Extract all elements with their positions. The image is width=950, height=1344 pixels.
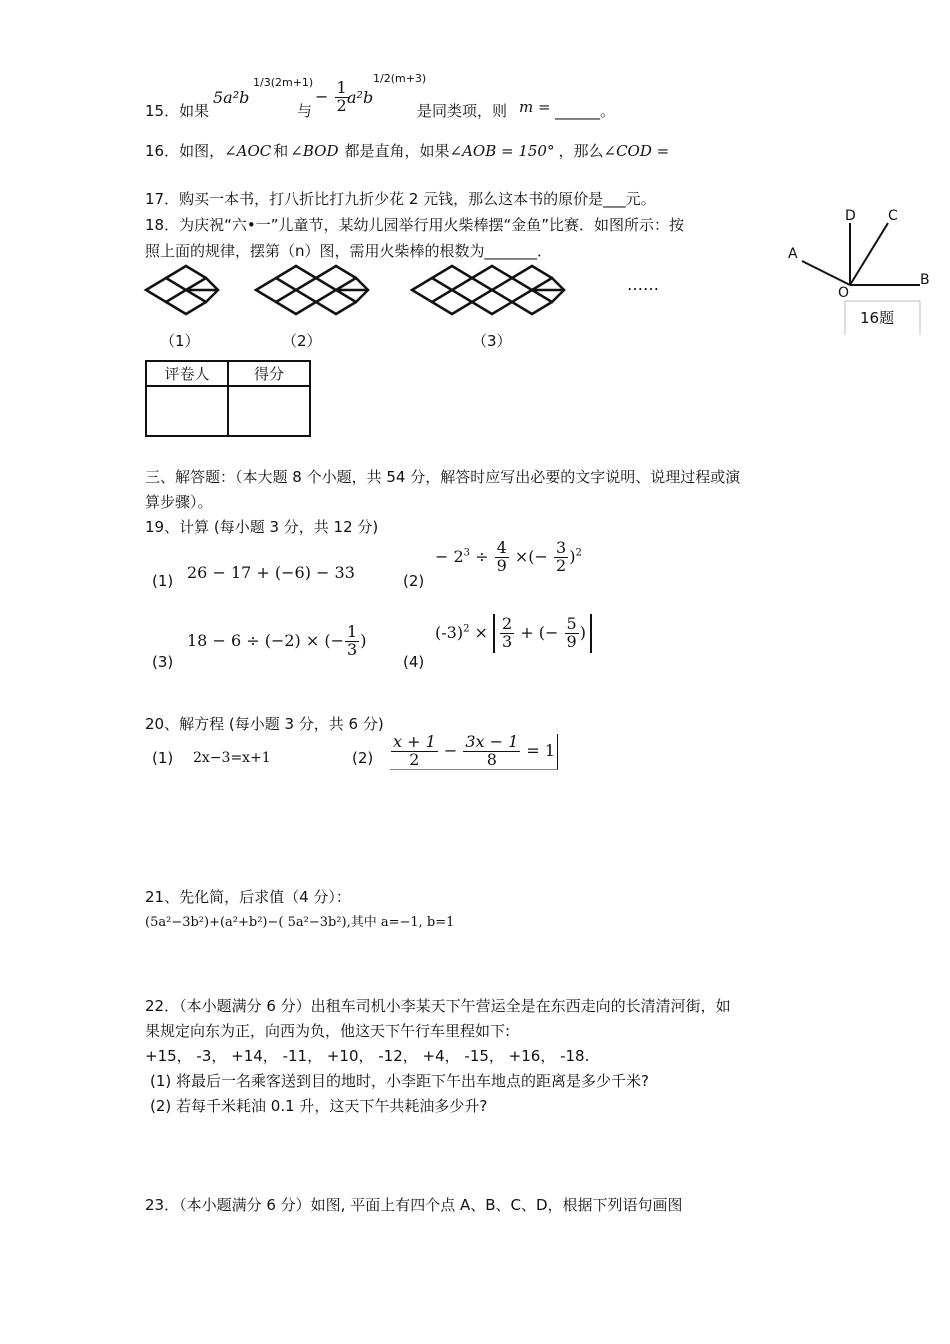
- q22-line2: 果规定向东为正，向西为负，他这天下午行车里程如下:: [145, 1022, 511, 1040]
- q15-number: 15．如果: [145, 102, 210, 120]
- score-table: [145, 360, 311, 437]
- q16-mid: 都是直角，如果: [344, 142, 450, 160]
- fish-2: [256, 266, 368, 314]
- q15-tail: 是同类项，则: [417, 102, 508, 120]
- fish-label-3: （3）: [472, 332, 512, 350]
- q15-with: 与: [297, 102, 313, 120]
- fig16-label-o: O: [838, 285, 850, 301]
- q16-and: 和: [273, 142, 289, 160]
- ray-oa: [802, 261, 850, 285]
- q22-sub1: (1) 将最后一名乘客送到目的地时，小李距下午出车地点的距离是多少千米?: [150, 1072, 649, 1090]
- fish-label-1: （1）: [160, 332, 200, 350]
- q16-line: [145, 140, 669, 161]
- score-cell-grader: [146, 386, 228, 436]
- q20-p2: (2): [352, 749, 374, 767]
- q16-aoc: ∠AOC: [224, 142, 272, 160]
- q19-expr3: 18 − 6 ÷ (−2) × (− $\frac{1}{3}$ ): [187, 622, 367, 659]
- q21-expr: (5a²−3b²)+(a²+b²)−( 5a²−3b²),其中 a=−1, b=1: [145, 915, 455, 930]
- fig16-label-c: C: [888, 208, 898, 224]
- section3-line1: 三、解答题：（本大题 8 个小题，共 54 分，解答时应写出必要的文字说明、说理过程或演: [145, 468, 741, 486]
- score-header-grader: 评卷人: [146, 361, 228, 386]
- fig16-caption: 16题: [860, 309, 895, 327]
- score-cell-score: [228, 386, 310, 436]
- q19-expr1: 26 − 17 + (−6) − 33: [187, 563, 355, 582]
- q16-then: ，那么: [558, 142, 604, 160]
- q22-sub2: (2) 若每千米耗油 0.1 升，这天下午共耗油多少升?: [150, 1097, 488, 1115]
- q18-line1: 18．为庆祝“六•一”儿童节，某幼儿园举行用火柴棒摆“金鱼”比赛．如图所示：按: [145, 216, 685, 234]
- q15-expr1: 5a²b: [213, 88, 250, 107]
- fig16-label-d: D: [845, 208, 856, 224]
- q19-expr4: $(-3)^2$ × $\frac{2}{3}$ + (− $\frac{5}{9}$ ): [435, 614, 592, 653]
- fig16-label-a: A: [788, 246, 798, 262]
- q19-title: 19、计算 (每小题 3 分，共 12 分): [145, 518, 379, 536]
- q23-line: 23．（本小题满分 6 分）如图, 平面上有四个点 A、B、C、D，根据下列语句画图: [145, 1196, 683, 1214]
- q15-expr2: a²b: [347, 88, 374, 107]
- q18-line2: 照上面的规律，摆第（n）图，需用火柴棒的根数为_______．: [145, 242, 553, 260]
- q15-exp1: 1/3(2m+1): [253, 76, 314, 89]
- fig16-label-b: B: [920, 272, 930, 288]
- q19-p4: (4): [403, 653, 425, 671]
- q15-m: m =: [519, 98, 551, 116]
- q19-p3: (3): [152, 653, 174, 671]
- q22-line1: 22．（本小题满分 6 分）出租车司机小李某天下午营运全是在东西走向的长清清河街，如: [145, 997, 731, 1015]
- q15-exp2: 1/2(m+3): [373, 72, 427, 85]
- q15-blank: ______。: [555, 102, 616, 120]
- q22-data: +15， -3， +14， -11， +10， -12， +4， -15， +16， -18.: [145, 1047, 590, 1065]
- q20-title: 20、解方程 (每小题 3 分，共 6 分): [145, 715, 384, 733]
- score-header-score: 得分: [228, 361, 310, 386]
- fish-3: [412, 266, 564, 314]
- q20-expr1: 2x−3=x+1: [193, 750, 271, 766]
- q16-bod: ∠BOD: [290, 142, 339, 160]
- section3-line2: 算步骤）。: [145, 493, 213, 511]
- q19-expr2: − $2^3$ ÷ $\frac{4}{9}$ ×(− $\frac{3}{2}$ )$^2$: [435, 538, 582, 575]
- q19-p2: (2): [403, 572, 425, 590]
- q19-p1: (1): [152, 572, 174, 590]
- fish-dots: ……: [627, 275, 659, 294]
- q16-number: 16．如图，: [145, 142, 225, 160]
- q16-aob: ∠AOB = 150°: [449, 142, 555, 160]
- q20-expr2: $\frac{x + 1}{2}$ − $\frac{3x - 1}{8}$ = 1: [390, 734, 558, 770]
- q17-line: 17．购买一本书，打八折比打九折少花 2 元钱，那么这本书的原价是___元。: [145, 190, 656, 208]
- q15-minus-half: − $\frac{1}{2}$: [315, 78, 347, 115]
- q16-cod: ∠COD =: [603, 142, 670, 160]
- fish-label-2: （2）: [282, 332, 322, 350]
- fish-1: [146, 266, 218, 314]
- q20-p1: (1): [152, 749, 174, 767]
- ray-oc: [850, 223, 888, 285]
- q21-title: 21、先化简，后求值（4 分）：: [145, 888, 351, 906]
- q19-expr3-text: 18 − 6 ÷ (−2) × (−: [187, 630, 344, 650]
- matchstick-figure: [140, 260, 680, 330]
